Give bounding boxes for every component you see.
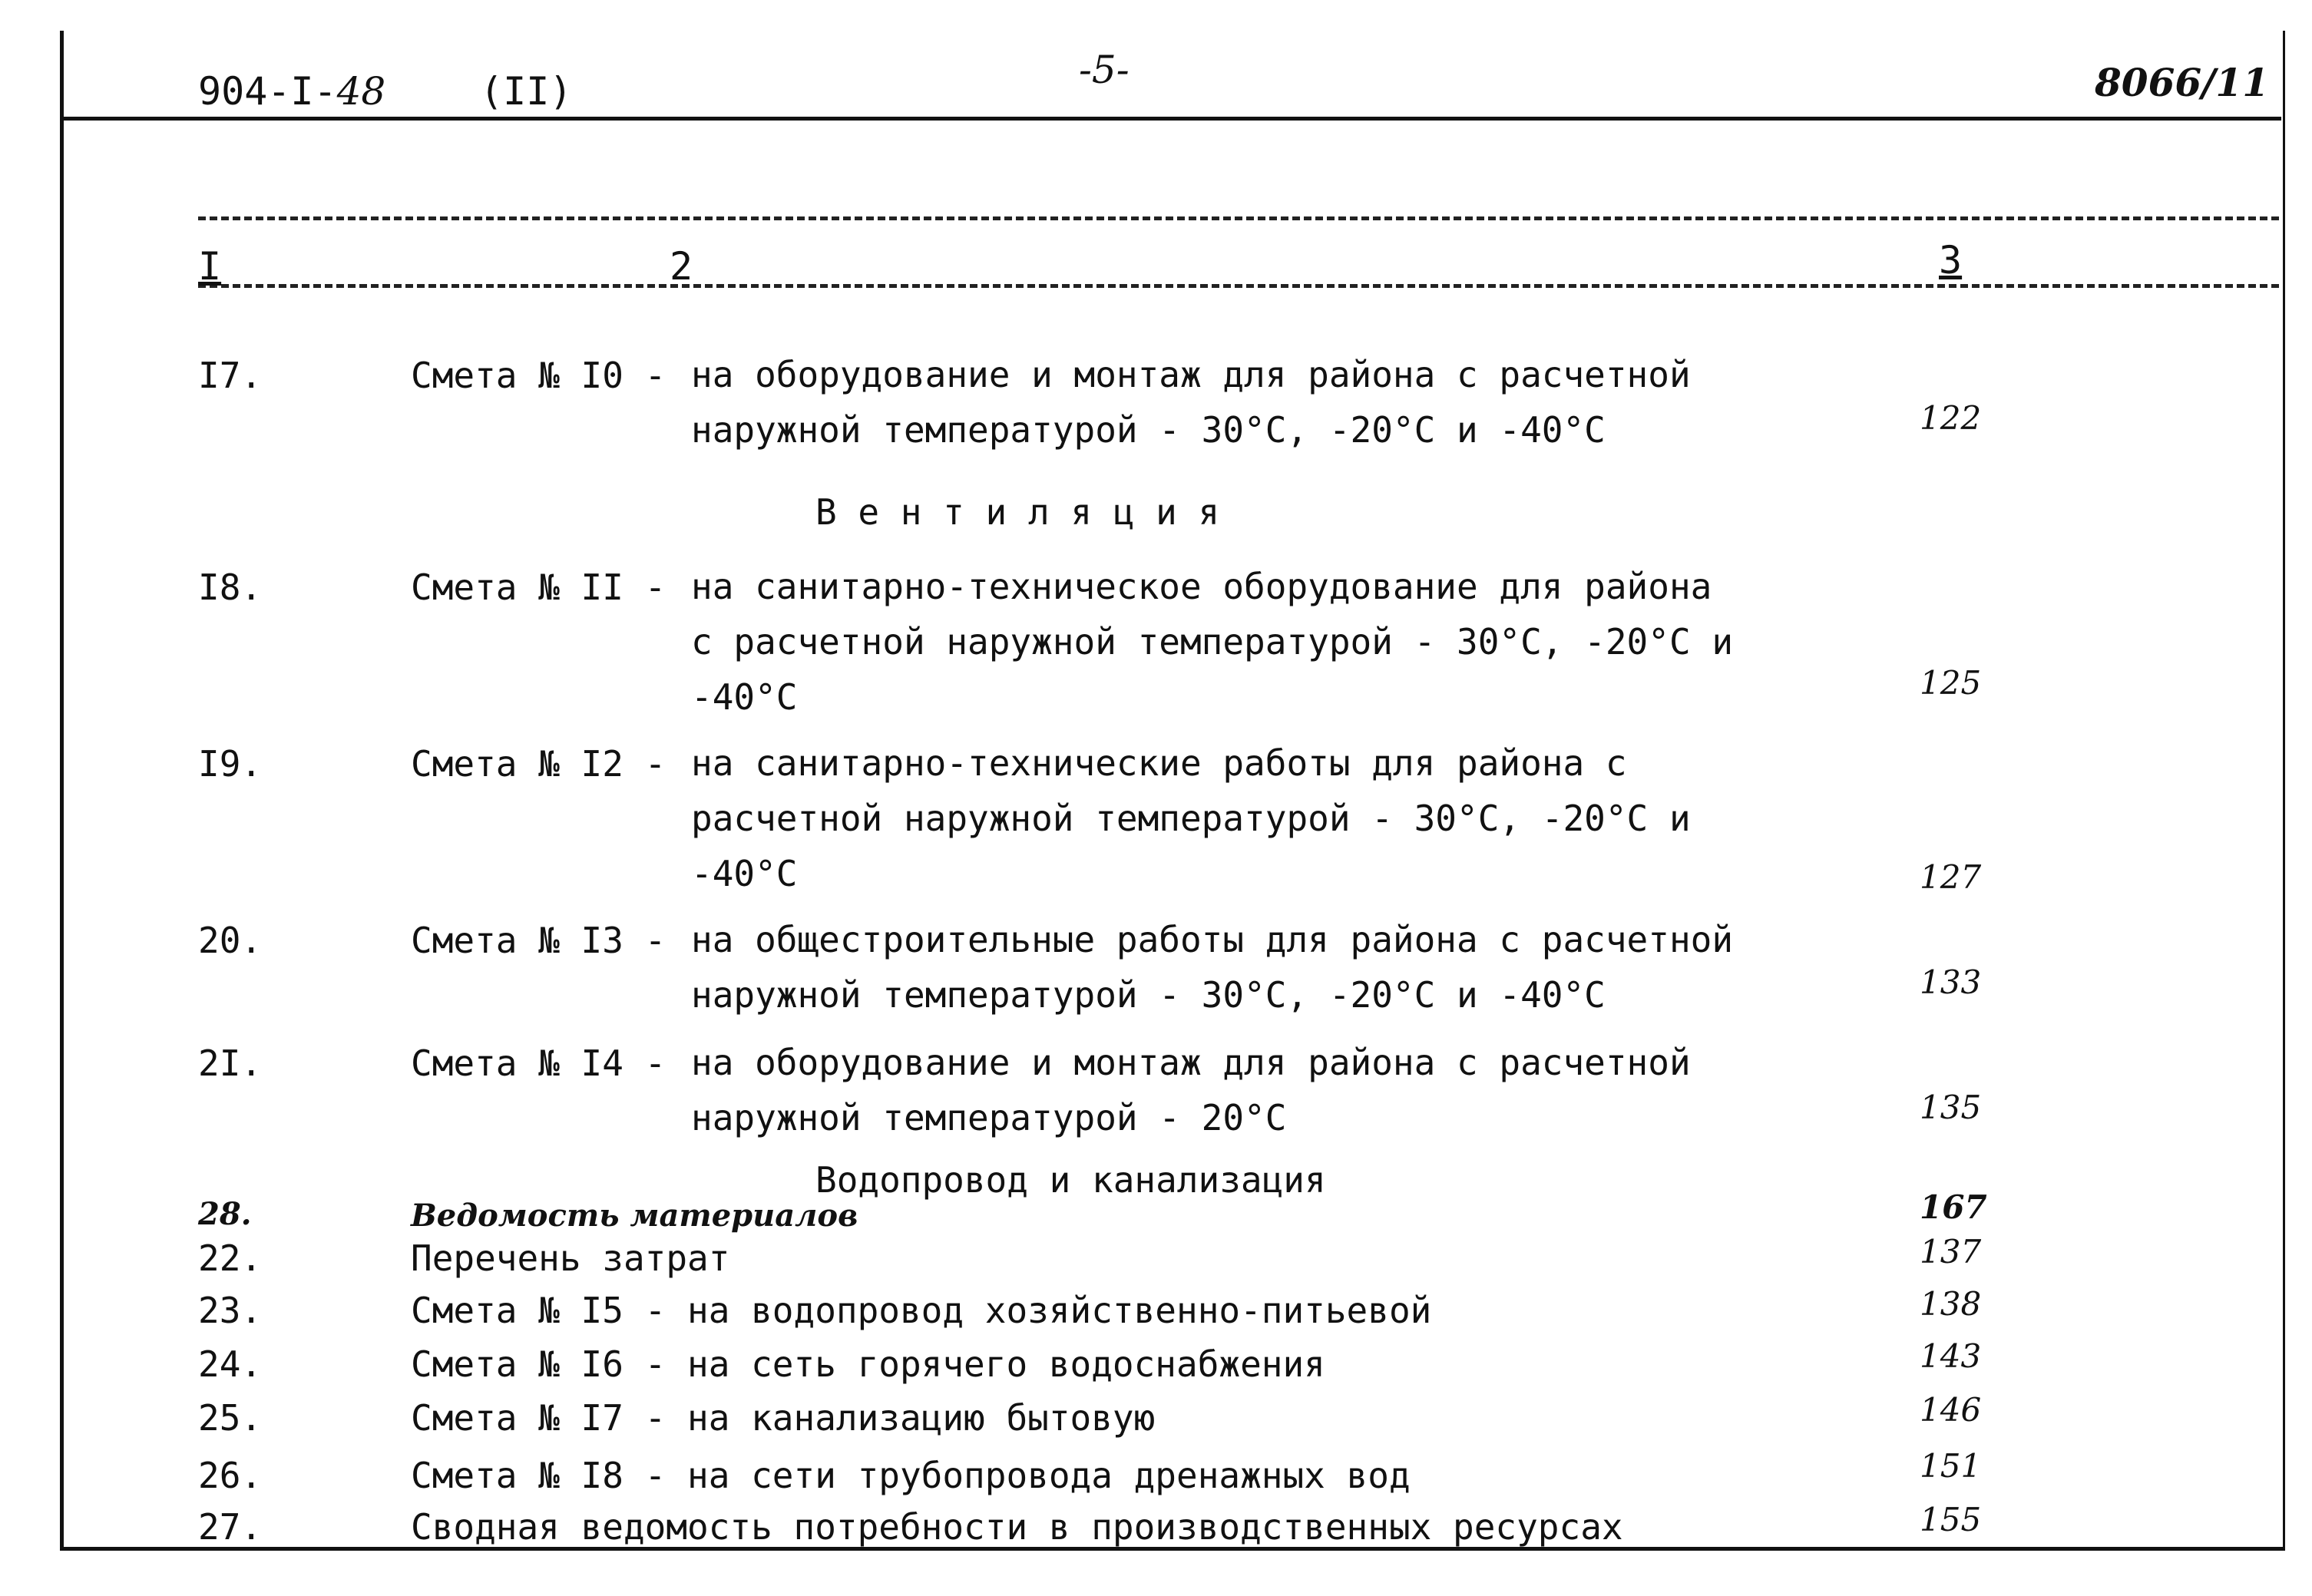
document-code (198, 69, 385, 114)
row-description: на общестроительные работы для района с расчетной наружной температурой - 30°C, -20°C и -40°C (691, 919, 1734, 1016)
row-text: Сводная ведомость потребности в производственных ресурсах (411, 1506, 1623, 1548)
row-page: 167 (1920, 1188, 1987, 1226)
column-1-label: I (198, 244, 222, 289)
column-2-label: 2 (670, 244, 693, 289)
row-number: I8. (198, 567, 263, 608)
estimate-label: Смета № I3 - (411, 920, 666, 961)
column-header-bottom-rule (198, 284, 2279, 288)
row-page: 151 (1920, 1447, 1982, 1485)
row-page: 135 (1920, 1089, 1982, 1126)
row-description: на санитарно-технические работы для района с расчетной наружной температурой - 30°C, -20°C и -40°C (691, 742, 1691, 894)
row-page: 155 (1920, 1501, 1982, 1538)
row-number: 25. (198, 1397, 263, 1439)
row-number: 27. (198, 1506, 263, 1548)
row-page: 125 (1920, 664, 1982, 702)
row-text: Смета № I6 - на сеть горячего водоснабжения (411, 1343, 1325, 1385)
row-number: 24. (198, 1343, 263, 1385)
row-text: Ведомость материалов (411, 1198, 858, 1234)
row-page: 133 (1920, 963, 1982, 1001)
document-code-prefix: 904-I- (198, 69, 337, 114)
row-page: 138 (1920, 1285, 1982, 1323)
row-number: 23. (198, 1290, 263, 1331)
sheet-reference: 8066/11 (2095, 60, 2270, 105)
row-number: 26. (198, 1455, 263, 1496)
row-number: 20. (198, 920, 263, 961)
volume-label: (II) (480, 69, 573, 114)
row-text: Смета № I8 - на сети трубопровода дренажных вод (411, 1455, 1411, 1496)
section-heading-ventilation: В е н т и л я ц и я (815, 491, 1220, 533)
row-page: 146 (1920, 1391, 1982, 1429)
row-page: 143 (1920, 1337, 1982, 1375)
estimate-label: Смета № I0 - (411, 355, 666, 396)
row-description: на оборудование и монтаж для района с расчетной наружной температурой - 30°C, -20°C и -40°C (691, 354, 1691, 451)
row-page: 127 (1920, 858, 1982, 896)
header-rule (60, 117, 2281, 121)
row-number: 28. (198, 1196, 252, 1232)
row-number: I7. (198, 355, 263, 396)
row-text: Перечень затрат (411, 1237, 730, 1279)
estimate-label: Смета № I4 - (411, 1043, 666, 1084)
row-description: на санитарно-техническое оборудование для района с расчетной наружной температурой - 30°C, -20°C и -40°C (691, 566, 1734, 718)
column-3-label: 3 (1939, 238, 1963, 283)
row-description: на оборудование и монтаж для района с расчетной наружной температурой - 20°C (691, 1042, 1691, 1138)
document-code-handwritten: 48 (336, 69, 386, 114)
row-number: 22. (198, 1237, 263, 1279)
row-page: 122 (1920, 399, 1982, 437)
page-number: -5- (1079, 48, 1130, 92)
row-text: Смета № I7 - на канализацию бытовую (411, 1397, 1156, 1439)
column-header-top-rule (198, 216, 2279, 220)
row-number: 2I. (198, 1043, 263, 1084)
estimate-label: Смета № I2 - (411, 743, 666, 785)
section-heading-water: Водопровод и канализация (815, 1159, 1326, 1201)
row-text: Смета № I5 - на водопровод хозяйственно-питьевой (411, 1290, 1432, 1331)
row-number: I9. (198, 743, 263, 785)
estimate-label: Смета № II - (411, 567, 666, 608)
row-page: 137 (1920, 1233, 1982, 1271)
